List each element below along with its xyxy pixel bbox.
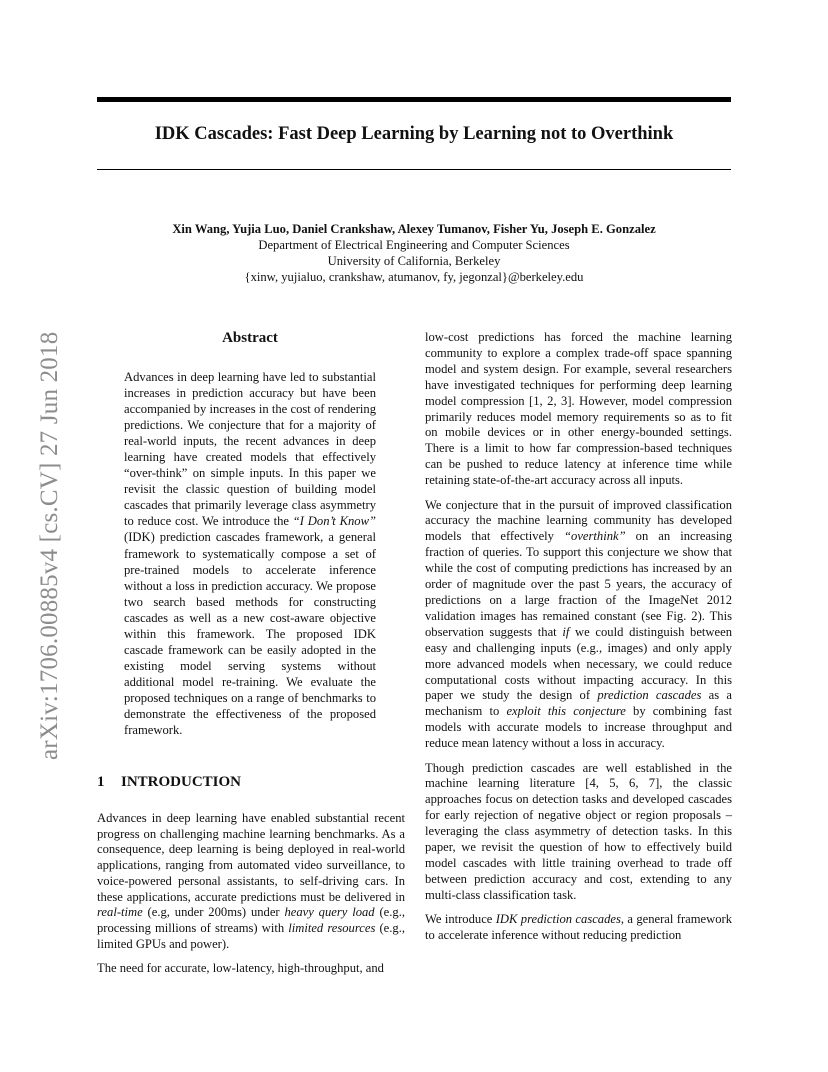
title-rule: [97, 169, 731, 170]
right-paragraph-1: low-cost predictions has forced the machine learning community to explore a complex trade-off space spanning model and system design. For example, several researchers have investigated techniques for performing deep learning model compression [1, 2, 3]. However, model compression primarily reduces model memory requirements so as to fit on mobile devices or in other energy-bounded settings. There is a limit to how far compression-based techniques can be pushed to reduce latency at inference time while retaining state-of-the-art accuracy across all inputs.: [425, 330, 732, 488]
abstract-emphasis: “I Don’t Know”: [292, 514, 376, 529]
abstract-heading: Abstract: [222, 330, 278, 346]
paper-title: IDK Cascades: Fast Deep Learning by Learning not to Overthink: [154, 124, 674, 144]
arxiv-identifier: arXiv:1706.00885v4 [cs.CV] 27 Jun 2018: [36, 331, 63, 760]
section-number: 1: [97, 774, 105, 790]
intro-paragraph-1: Advances in deep learning have enabled substantial recent progress on challenging machine learning benchmarks. As a consequence, deep learning is being deployed in real-world applications, ranging from automated video surveillance, to voice-powered personal assistants, to self-driving cars. In these applications, accurate predictions must be delivered in real-time (e.g, under 200ms) under heavy query load (e.g., processing millions of streams) with limited resources (e.g., limited GPUs and power).: [97, 811, 405, 951]
right-column: [425, 330, 732, 944]
intro-left-column: [97, 811, 405, 977]
section-title: INTRODUCTION: [121, 774, 242, 790]
affiliation-department: Department of Electrical Engineering and Computer Sciences: [258, 238, 570, 252]
top-rule: [97, 97, 731, 102]
abstract-text: Advances in deep learning have led to substantial increases in prediction accuracy but have been accompanied by increases in the cost of rendering predictions. We conjecture that for a majority of real-world inputs, the recent advances in deep learning have created models that effectively “over-think” on simple inputs. In this paper we revisit the classic question of building model cascades that primarily leverage class asymmetry to reduce cost. We introduce the “I Don’t Know” (IDK) prediction cascades framework, a general framework to systematically compose a set of pre-trained models to accelerate inference without a loss in prediction accuracy. We propose two search based methods for constructing cascades as well as a new cost-aware objective within this framework. The proposed IDK cascade framework can be easily adopted in the existing model serving systems without additional model re-training. We evaluate the proposed techniques on a range of benchmarks to demonstrate the effectiveness of the proposed framework.: [124, 370, 376, 738]
right-paragraph-4: We introduce IDK prediction cascades, a general framework to accelerate inference without reducing prediction: [425, 912, 732, 943]
right-paragraph-3: Though prediction cascades are well established in the machine learning literature [4, 5, 6, 7], the classic approaches focus on detection tasks and developed cascades for early rejection of negative object or region proposals – leveraging the class asymmetry of detection tasks. In this paper, we revisit the question of how to effectively build model cascades with little training overhead to trade off between prediction accuracy and cost, extending to any multi-class classification task.: [425, 760, 732, 902]
section-heading-introduction: [97, 772, 407, 792]
affiliation-university: University of California, Berkeley: [327, 254, 501, 268]
intro-paragraph-2: The need for accurate, low-latency, high-throughput, and: [97, 961, 384, 976]
affiliation-emails: {xinw, yujialuo, crankshaw, atumanov, fy, jegonzal}@berkeley.edu: [244, 270, 584, 284]
right-paragraph-2: We conjecture that in the pursuit of improved classification accuracy the machine learning community has developed models that effectively “overthink” on an increasing fraction of queries. To support this conjecture we show that while the cost of computing predictions has increased by an order of magnitude over the past 5 years, the accuracy of predictions on a large fraction of the ImageNet 2012 validation images has remained constant (see Fig. 2). This observation suggests that if we could distinguish between easy and challenging inputs (e.g., images) and only apply more advanced models when necessary, we could reduce computational costs without impacting accuracy. In this paper we study the design of prediction cascades as a mechanism to exploit this conjecture by combining fast models with accurate models to increase throughput and reduce mean latency without a loss in accuracy.: [425, 497, 732, 751]
author-list: Xin Wang, Yujia Luo, Daniel Crankshaw, Alexey Tumanov, Fisher Yu, Joseph E. Gonzalez: [172, 222, 656, 236]
